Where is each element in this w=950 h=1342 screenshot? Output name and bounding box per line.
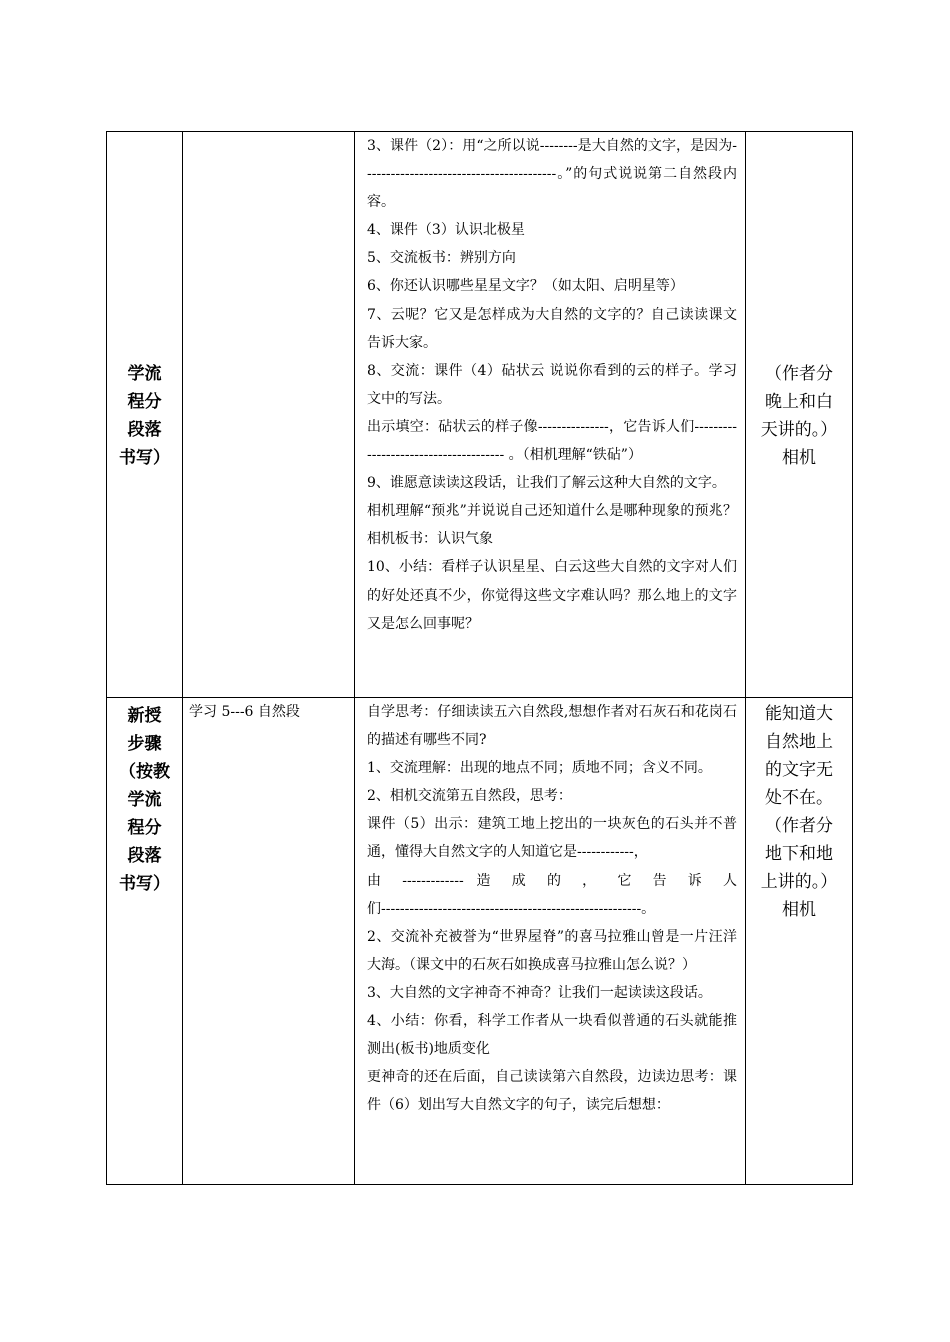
purpose-line: （作者分 [765, 816, 833, 836]
step-paragraph: 9、谁愿意读读这段话，让我们了解云这种大自然的文字。 [367, 475, 726, 492]
table-row [107, 132, 853, 698]
step-paragraph: 5、交流板书：辨别方向 [367, 250, 516, 267]
purpose-line: 上讲的。） [760, 872, 838, 892]
step-paragraph: 自学思考：仔细读读五六自然段,想想作者对石灰石和花岗石的描述有哪些不同? [367, 704, 737, 749]
stage-cell [107, 698, 183, 1185]
table-row [107, 698, 853, 1185]
purpose-cell [746, 132, 853, 698]
steps-cell [355, 698, 746, 1185]
step-paragraph: 7、云呢？它又是怎样成为大自然的文字的？自己读读课文告诉大家。 [367, 306, 737, 351]
step-paragraph: 更神奇的还在后面，自己读读第六自然段，边读边思考：课件（6）划出写大自然文字的句子，读完后想想： [367, 1069, 737, 1114]
stage-line: 程分 [127, 818, 162, 838]
step-paragraph: 4、小结：你看，科学工作者从一块看似普通的石头就能推测出(板书)地质变化 [367, 1013, 737, 1058]
stage-line: 段落 [127, 846, 162, 866]
purpose-cell [746, 698, 853, 1185]
step-paragraph: 课件（5）出示：建筑工地上挖出的一块灰色的石头并不普通，懂得大自然文字的人知道它是------------， [367, 816, 737, 861]
purpose-line: 处不在。 [765, 788, 833, 808]
step-paragraph: 出示填空：砧状云的样子像---------------，它告诉人们-------------------------------------- 。（相机理解“铁砧”） [367, 418, 737, 464]
stage-line: 学流 [127, 364, 162, 384]
step-paragraph: 8、交流：课件（4）砧状云 说说你看到的云的样子。学习文中的写法。 [367, 362, 737, 407]
subject-cell [183, 132, 355, 698]
purpose-line: 的文字无 [765, 760, 833, 780]
step-paragraph: 们-------------------------------------------------------。 [367, 900, 656, 917]
purpose-line: 相机 [782, 448, 816, 468]
stage-line: 书写） [119, 448, 170, 468]
stage-line: 步骤 [127, 734, 162, 754]
step-paragraph: 由 ------------- 造 成 的 ， 它 告 诉 人 [367, 872, 737, 889]
step-paragraph: 6、你还认识哪些星星文字？（如太阳、启明星等） [367, 278, 684, 295]
step-paragraph: 3、大自然的文字神奇不神奇？让我们一起读读这段话。 [367, 984, 712, 1001]
stage-line: 学流 [127, 790, 162, 810]
step-paragraph: 1、交流理解：出现的地点不同；质地不同；含义不同。 [367, 760, 712, 777]
purpose-line: 天讲的。） [760, 420, 838, 440]
step-paragraph: 4、课件（3）认识北极星 [367, 222, 525, 239]
step-paragraph: 相机理解“预兆”并说说自己还知道什么是哪种现象的预兆？相机板书：认识气象 [367, 503, 737, 548]
stage-line: （按教 [119, 762, 170, 782]
step-paragraph: 2、交流补充被誉为“世界屋脊”的喜马拉雅山曾是一片汪洋大海。（课文中的石灰石如换成喜马拉雅山怎么说？） [367, 928, 737, 973]
stage-line: 段落 [127, 420, 162, 440]
purpose-line: 相机 [782, 900, 816, 920]
lesson-plan-table [106, 131, 853, 1185]
stage-line: 书写） [119, 874, 170, 894]
purpose-line: 自然地上 [765, 732, 833, 752]
step-paragraph: 3、课件（2）：用“之所以说--------是大自然的文字，是因为-----------------------------------------。”的句式说说第二自然段内容。 [367, 138, 737, 211]
purpose-line: （作者分 [765, 364, 833, 384]
stage-line: 新授 [127, 706, 162, 726]
purpose-line: 能知道大 [765, 704, 833, 724]
step-paragraph: 2、相机交流第五自然段，思考： [367, 788, 572, 805]
steps-cell [355, 132, 746, 698]
stage-cell [107, 132, 183, 698]
purpose-line: 地下和地 [765, 844, 833, 864]
purpose-line: 晚上和白 [765, 392, 833, 412]
step-paragraph: 10、小结：看样子认识星星、白云这些大自然的文字对人们的好处还真不少，你觉得这些文字难认吗？那么地上的文字又是怎么回事呢？ [367, 559, 737, 632]
stage-line: 程分 [127, 392, 162, 412]
subject-cell: 学习 5---6 自然段 [183, 698, 355, 1185]
